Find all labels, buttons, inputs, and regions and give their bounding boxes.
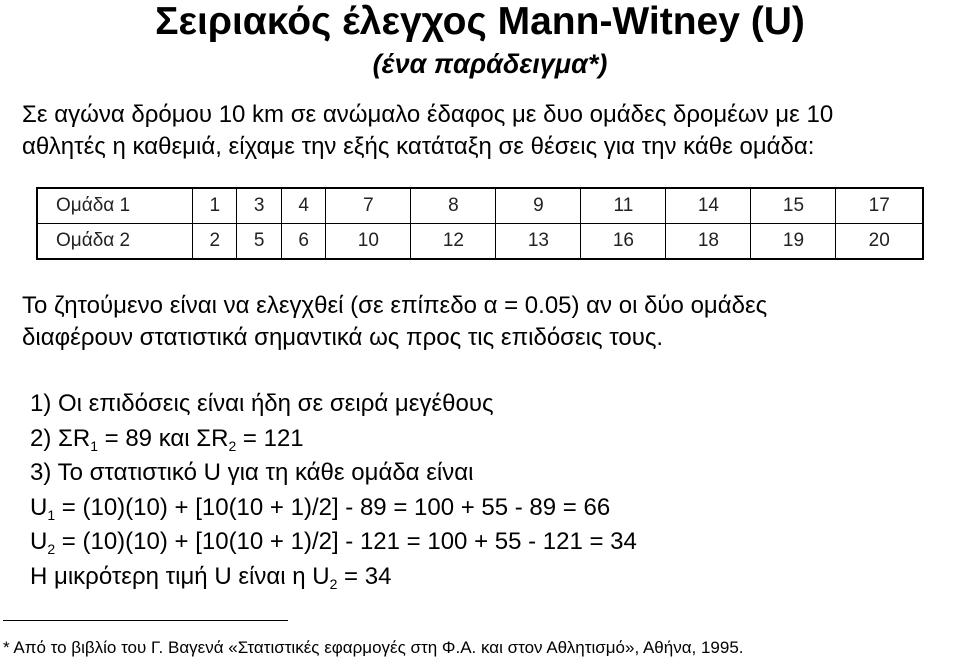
rank-cell: 18 xyxy=(666,224,751,260)
goal-line: Το ζητούμενο είναι να ελεγχθεί (σε επίπεδο α = 0.05) αν οι δύο ομάδες xyxy=(22,292,768,319)
solution-steps xyxy=(30,387,637,594)
u1-formula: = (10)(10) + [10(10 + 1)/2] - 89 = 100 + 55 - 89 = 66 xyxy=(55,493,611,521)
rank-cell: 8 xyxy=(411,188,496,224)
step-2 xyxy=(30,422,637,457)
step-2-text: = 121 xyxy=(236,424,304,452)
min-u-value: = 34 xyxy=(337,562,392,590)
group-label-cell: Ομάδα 1 xyxy=(37,188,193,224)
step-1: 1) Οι επιδόσεις είναι ήδη σε σειρά μεγέθους xyxy=(30,390,494,417)
u2-equation xyxy=(30,525,637,560)
ranks-table-body xyxy=(37,188,923,259)
intro-line: Σε αγώνα δρόμου 10 km σε ανώμαλο έδαφος με δυο ομάδες δρομέων με 10 xyxy=(22,101,834,128)
rank-cell: 15 xyxy=(751,188,836,224)
rank-cell: 17 xyxy=(836,188,923,224)
rank-cell: 9 xyxy=(496,188,581,224)
group-label-cell: Ομάδα 2 xyxy=(37,224,193,260)
subscript: 1 xyxy=(90,437,98,454)
step-2-text: 2) ΣR xyxy=(30,424,91,452)
intro-paragraph xyxy=(22,99,833,163)
page-title: Σειριακός έλεγχος Mann-Witney (U) xyxy=(155,0,805,43)
subscript: 2 xyxy=(47,541,56,557)
min-u-text: Η μικρότερη τιμή U είναι η U xyxy=(30,562,330,590)
rank-cell: 2 xyxy=(193,224,237,260)
rank-cell: 20 xyxy=(836,224,923,260)
rank-cell: 13 xyxy=(496,224,581,260)
u2-formula: = (10)(10) + [10(10 + 1)/2] - 121 = 100 + 55 - 121 = 34 xyxy=(55,528,637,555)
rank-cell: 19 xyxy=(751,224,836,260)
u1-equation xyxy=(30,491,637,526)
rank-cell: 6 xyxy=(281,224,325,260)
table-row xyxy=(37,224,923,260)
u1-symbol: U xyxy=(30,493,48,521)
rank-cell: 10 xyxy=(326,224,411,260)
ranks-table xyxy=(36,187,924,260)
subscript: 2 xyxy=(329,575,338,592)
rank-cell: 14 xyxy=(666,188,751,224)
footnote-separator xyxy=(3,620,288,621)
rank-cell: 5 xyxy=(237,224,281,260)
subscript: 1 xyxy=(47,506,56,523)
rank-cell: 7 xyxy=(326,188,411,224)
goal-paragraph xyxy=(22,290,767,354)
footnote: * Από το βιβλίο του Γ. Βαγενά «Στατιστικές εφαρμογές στη Φ.Α. και στον Αθλητισμό», Αθήνα, 1995. xyxy=(3,638,744,657)
table-row xyxy=(37,188,923,224)
step-2-text: = 89 και ΣR xyxy=(97,424,229,452)
step-3: 3) Το στατιστικό U για τη κάθε ομάδα είναι xyxy=(30,459,474,486)
intro-line: αθλητές η καθεμιά, είχαμε την εξής κατάταξη σε θέσεις για την κάθε ομάδα: xyxy=(22,133,815,160)
rank-cell: 16 xyxy=(581,224,666,260)
rank-cell: 3 xyxy=(237,188,281,224)
page-subtitle: (ένα παράδειγμα*) xyxy=(372,49,608,79)
goal-line: διαφέρουν στατιστικά σημαντικά ως προς τις επιδόσεις τους. xyxy=(22,324,664,351)
rank-cell: 1 xyxy=(193,188,237,224)
u2-symbol: U xyxy=(30,528,48,555)
rank-cell: 11 xyxy=(581,188,666,224)
min-u-conclusion xyxy=(30,560,637,595)
subscript: 2 xyxy=(228,437,237,454)
rank-cell: 12 xyxy=(411,224,496,260)
rank-cell: 4 xyxy=(281,188,325,224)
